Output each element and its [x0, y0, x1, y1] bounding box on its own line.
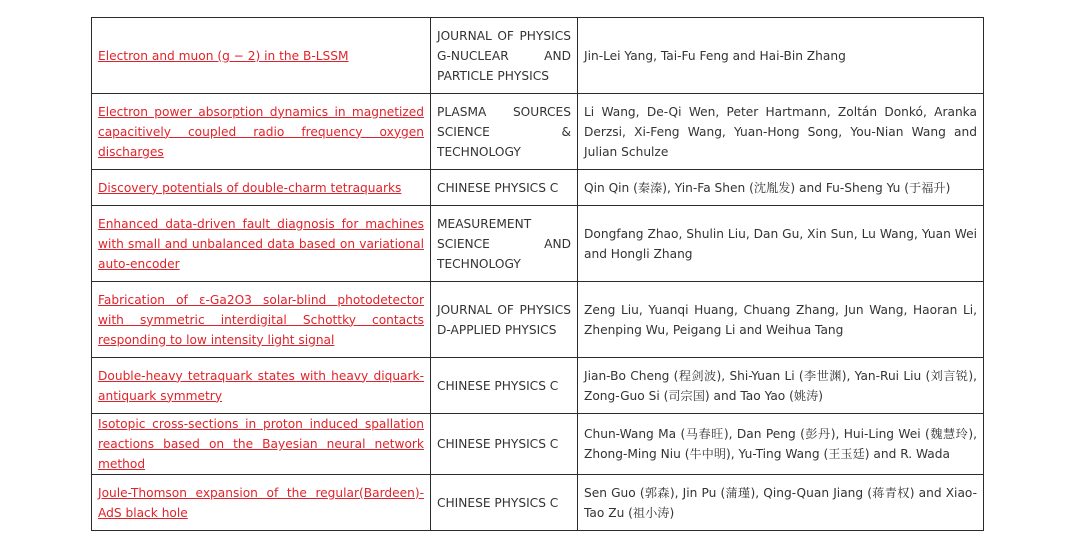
table-row	[92, 358, 984, 414]
journal-cell: CHINESE PHYSICS C	[431, 475, 578, 531]
paper-title-link[interactable]: Fabrication of ε-Ga2O3 solar-blind photodetector with symmetric interdigital Schottky contacts responding to low intensity light signal	[98, 292, 424, 347]
title-cell	[92, 358, 431, 414]
paper-title-link[interactable]: Discovery potentials of double-charm tetraquarks	[98, 180, 402, 195]
journal-cell: CHINESE PHYSICS C	[431, 358, 578, 414]
title-cell	[92, 94, 431, 170]
authors-cell: Li Wang, De-Qi Wen, Peter Hartmann, Zoltán Donkó, Aranka Derzsi, Xi-Feng Wang, Yuan-Hong Song, You-Nian Wang and Julian Schulze	[578, 94, 984, 170]
journal-cell: MEASUREMENT SCIENCE AND TECHNOLOGY	[431, 206, 578, 282]
table-row	[92, 206, 984, 282]
paper-title-link[interactable]: Isotopic cross-sections in proton induced spallation reactions based on the Bayesian neural network method	[98, 417, 424, 471]
authors-cell: Chun-Wang Ma (马春旺), Dan Peng (彭丹), Hui-Ling Wei (魏慧玲), Zhong-Ming Niu (牛中明), Yu-Ting Wang (王玉廷) and R. Wada	[578, 414, 984, 475]
paper-title-link[interactable]: Joule-Thomson expansion of the regular(Bardeen)-AdS black hole	[98, 485, 424, 520]
title-cell	[92, 18, 431, 94]
authors-cell: Zeng Liu, Yuanqi Huang, Chuang Zhang, Jun Wang, Haoran Li, Zhenping Wu, Peigang Li and Weihua Tang	[578, 282, 984, 358]
journal-cell: PLASMA SOURCES SCIENCE & TECHNOLOGY	[431, 94, 578, 170]
table-row	[92, 475, 984, 531]
table-row	[92, 94, 984, 170]
table-row	[92, 414, 984, 475]
title-cell	[92, 170, 431, 206]
authors-cell: Qin Qin (秦溱), Yin-Fa Shen (沈胤发) and Fu-Sheng Yu (于福升)	[578, 170, 984, 206]
papers-table	[91, 17, 984, 531]
journal-cell: CHINESE PHYSICS C	[431, 170, 578, 206]
title-cell	[92, 282, 431, 358]
title-cell	[92, 475, 431, 531]
paper-title-link[interactable]: Double-heavy tetraquark states with heavy diquark-antiquark symmetry	[98, 368, 424, 403]
authors-cell: Jian-Bo Cheng (程剑波), Shi-Yuan Li (李世渊), Yan-Rui Liu (刘言锐), Zong-Guo Si (司宗国) and Tao Yao (姚涛)	[578, 358, 984, 414]
table-row	[92, 18, 984, 94]
journal-cell: JOURNAL OF PHYSICS D-APPLIED PHYSICS	[431, 282, 578, 358]
title-cell	[92, 414, 431, 475]
authors-cell: Sen Guo (郭森), Jin Pu (蒲瑾), Qing-Quan Jiang (蒋青权) and Xiao-Tao Zu (祖小涛)	[578, 475, 984, 531]
paper-title-link[interactable]: Electron and muon (g − 2) in the B-LSSM	[98, 48, 349, 63]
title-cell	[92, 206, 431, 282]
paper-title-link[interactable]: Enhanced data-driven fault diagnosis for machines with small and unbalanced data based on variational auto-encoder	[98, 216, 424, 271]
authors-cell: Dongfang Zhao, Shulin Liu, Dan Gu, Xin Sun, Lu Wang, Yuan Wei and Hongli Zhang	[578, 206, 984, 282]
journal-cell: CHINESE PHYSICS C	[431, 414, 578, 475]
journal-cell: JOURNAL OF PHYSICS G-NUCLEAR AND PARTICLE PHYSICS	[431, 18, 578, 94]
authors-cell: Jin-Lei Yang, Tai-Fu Feng and Hai-Bin Zhang	[578, 18, 984, 94]
table-row	[92, 282, 984, 358]
paper-title-link[interactable]: Electron power absorption dynamics in magnetized capacitively coupled radio frequency oxygen discharges	[98, 104, 424, 159]
table-row	[92, 170, 984, 206]
